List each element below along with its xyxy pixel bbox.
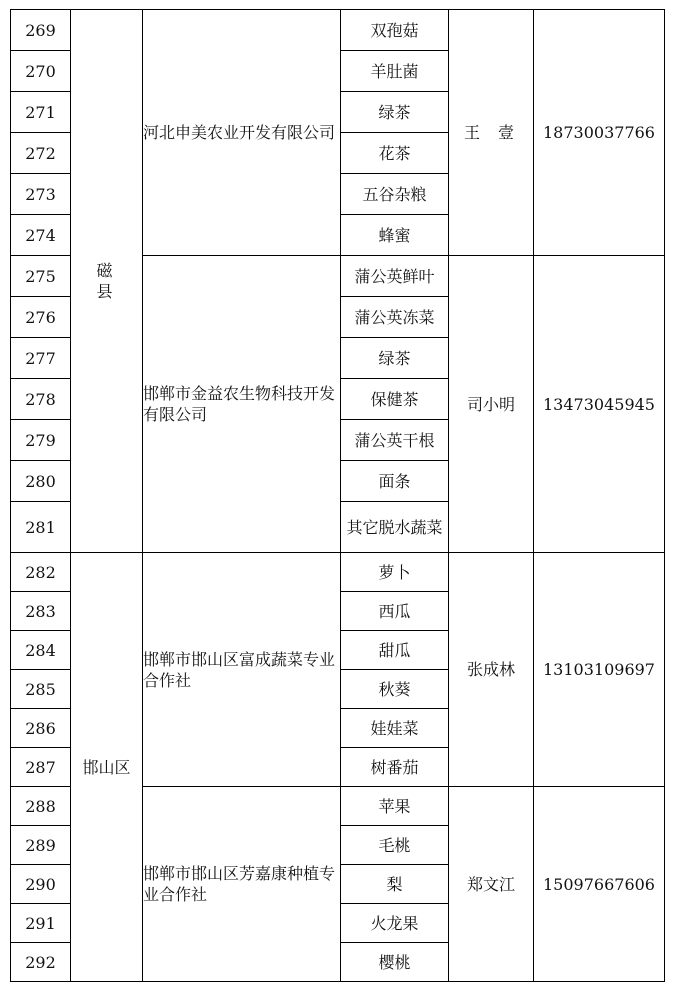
product-cell: 西瓜 — [341, 592, 449, 631]
product-cell: 蒲公英干根 — [341, 420, 449, 461]
table-row — [11, 10, 665, 51]
row-number: 289 — [11, 826, 71, 865]
product-cell: 树番茄 — [341, 748, 449, 787]
product-cell: 双孢菇 — [341, 10, 449, 51]
company-cell: 邯郸市邯山区芳嘉康种植专业合作社 — [143, 787, 341, 982]
row-number: 281 — [11, 502, 71, 553]
row-number: 291 — [11, 904, 71, 943]
row-number: 285 — [11, 670, 71, 709]
row-number: 272 — [11, 133, 71, 174]
row-number: 278 — [11, 379, 71, 420]
company-cell: 邯郸市邯山区富成蔬菜专业合作社 — [143, 553, 341, 787]
company-cell: 河北申美农业开发有限公司 — [143, 10, 341, 256]
table-row — [11, 553, 665, 592]
product-cell: 梨 — [341, 865, 449, 904]
row-number: 273 — [11, 174, 71, 215]
row-number: 284 — [11, 631, 71, 670]
row-number: 277 — [11, 338, 71, 379]
product-cell: 蜂蜜 — [341, 215, 449, 256]
product-cell: 五谷杂粮 — [341, 174, 449, 215]
contact-cell: 司小明 — [449, 256, 534, 553]
product-cell: 樱桃 — [341, 943, 449, 982]
row-number: 276 — [11, 297, 71, 338]
product-cell: 甜瓜 — [341, 631, 449, 670]
row-number: 271 — [11, 92, 71, 133]
county-cell: 磁县 — [71, 10, 143, 553]
product-cell: 娃娃菜 — [341, 709, 449, 748]
phone-cell: 13103109697 — [534, 553, 665, 787]
row-number: 270 — [11, 51, 71, 92]
product-cell: 面条 — [341, 461, 449, 502]
product-cell: 苹果 — [341, 787, 449, 826]
row-number: 275 — [11, 256, 71, 297]
county-cell: 邯山区 — [71, 553, 143, 982]
product-cell: 萝卜 — [341, 553, 449, 592]
row-number: 283 — [11, 592, 71, 631]
product-cell: 绿茶 — [341, 92, 449, 133]
product-cell: 花茶 — [341, 133, 449, 174]
phone-cell: 15097667606 — [534, 787, 665, 982]
product-cell: 蒲公英冻菜 — [341, 297, 449, 338]
row-number: 269 — [11, 10, 71, 51]
contact-cell: 郑文江 — [449, 787, 534, 982]
row-number: 288 — [11, 787, 71, 826]
product-cell: 羊肚菌 — [341, 51, 449, 92]
row-number: 287 — [11, 748, 71, 787]
row-number: 279 — [11, 420, 71, 461]
row-number: 290 — [11, 865, 71, 904]
company-cell: 邯郸市金益农生物科技开发有限公司 — [143, 256, 341, 553]
product-cell: 火龙果 — [341, 904, 449, 943]
product-cell: 蒲公英鲜叶 — [341, 256, 449, 297]
product-cell: 保健茶 — [341, 379, 449, 420]
contact-cell: 王壹 — [449, 10, 534, 256]
product-cell: 毛桃 — [341, 826, 449, 865]
row-number: 286 — [11, 709, 71, 748]
row-number: 274 — [11, 215, 71, 256]
row-number: 292 — [11, 943, 71, 982]
product-table — [10, 9, 665, 982]
row-number: 282 — [11, 553, 71, 592]
product-cell: 秋葵 — [341, 670, 449, 709]
product-cell: 其它脱水蔬菜 — [341, 502, 449, 553]
phone-cell: 13473045945 — [534, 256, 665, 553]
product-cell: 绿茶 — [341, 338, 449, 379]
phone-cell: 18730037766 — [534, 10, 665, 256]
row-number: 280 — [11, 461, 71, 502]
contact-cell: 张成林 — [449, 553, 534, 787]
